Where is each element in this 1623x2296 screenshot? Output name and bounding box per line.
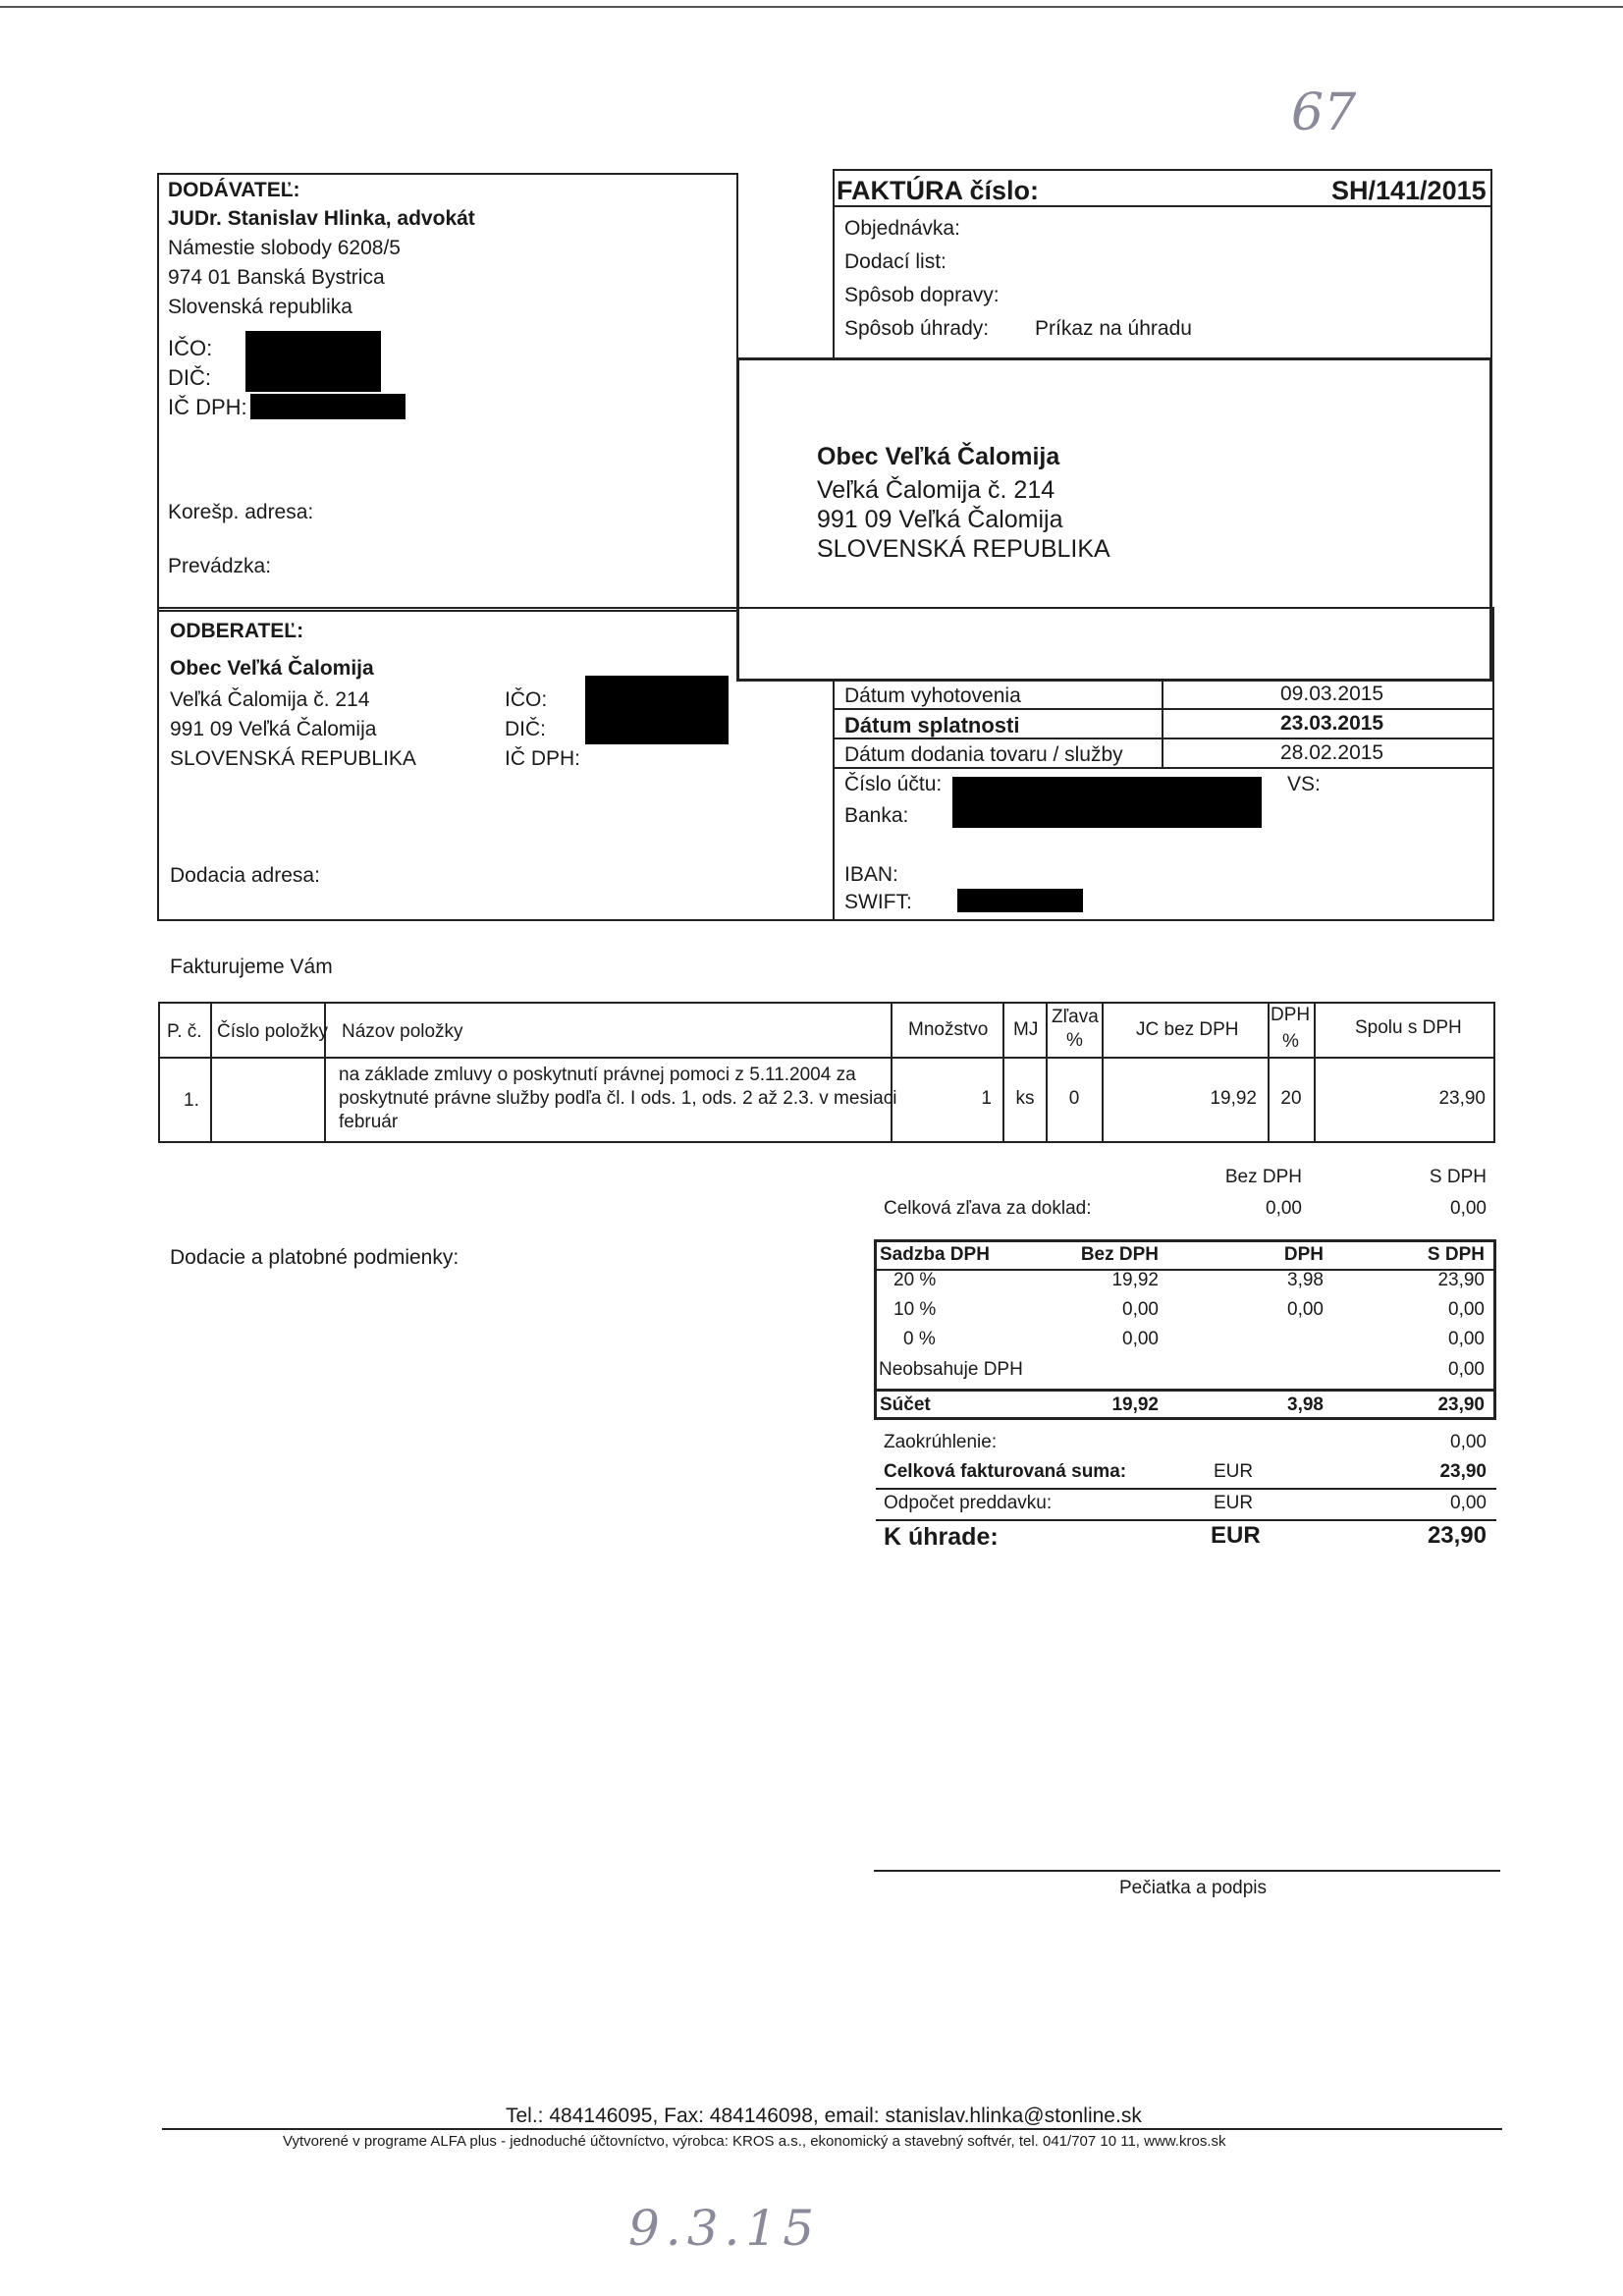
vat-row-10-rate: 10 % <box>893 1299 937 1320</box>
pay-label: K úhrade: <box>884 1523 999 1551</box>
supplier-country: Slovenská republika <box>168 296 352 318</box>
customer-dic-label: DIČ: <box>505 718 546 740</box>
customer-heading: ODBERATEĽ: <box>170 620 304 642</box>
supplier-prevadzka-label: Prevádzka: <box>168 555 272 577</box>
customer-line3: SLOVENSKÁ REPUBLIKA <box>170 747 416 770</box>
vat-row-exempt-total: 0,00 <box>1448 1359 1485 1380</box>
rounding-value: 0,00 <box>1450 1432 1487 1452</box>
redacted-customer-ids <box>585 676 729 744</box>
col-header-unit: MJ <box>1013 1019 1039 1040</box>
customer-line2: 991 09 Veľká Čalomija <box>170 718 377 740</box>
supplier-ico-label: IČO: <box>168 336 213 360</box>
items-col-1 <box>210 1002 212 1143</box>
invoice-intro: Fakturujeme Vám <box>170 956 333 978</box>
advance-value: 0,00 <box>1450 1493 1487 1513</box>
col-header-vat: DPH <box>1271 1005 1311 1025</box>
invoiced-label: Celková fakturovaná suma: <box>884 1461 1127 1482</box>
discount-bez-dph-header: Bez DPH <box>1224 1167 1302 1187</box>
advance-label: Odpočet preddavku: <box>884 1493 1053 1513</box>
account-label: Číslo účtu: <box>844 773 943 795</box>
due-date-label: Dátum splatnosti <box>844 713 1020 738</box>
customer-icdph-label: IČ DPH: <box>505 747 581 770</box>
customer-line1: Veľká Čalomija č. 214 <box>170 688 370 711</box>
payment-value: Príkaz na úhradu <box>1035 317 1192 340</box>
items-col-6 <box>1102 1002 1104 1143</box>
issue-date-label: Dátum vyhotovenia <box>844 684 1021 707</box>
pay-value: 23,90 <box>1427 1522 1487 1549</box>
items-col-8 <box>1314 1002 1316 1143</box>
handwritten-page-number: 67 <box>1291 83 1357 142</box>
col-header-discount-pct: % <box>1066 1030 1083 1051</box>
items-col-7 <box>1268 1002 1270 1143</box>
vat-row-20-rate: 20 % <box>893 1270 937 1290</box>
supplier-city: 974 01 Banská Bystrica <box>168 266 385 289</box>
iban-label: IBAN: <box>844 863 898 886</box>
items-header-line <box>158 1057 1495 1059</box>
vat-header-total: S DPH <box>1427 1244 1485 1265</box>
items-col-3 <box>891 1002 893 1143</box>
invoiced-currency: EUR <box>1214 1461 1254 1482</box>
supplier-heading: DODÁVATEĽ: <box>168 179 300 201</box>
item-vat: 20 <box>1280 1088 1302 1109</box>
supply-date-value: 28.02.2015 <box>1280 741 1384 764</box>
redacted-swift <box>957 889 1083 912</box>
swift-label: SWIFT: <box>844 891 912 913</box>
item-qty: 1 <box>981 1088 992 1109</box>
dates-mid-border <box>1162 680 1163 768</box>
issue-date-value: 09.03.2015 <box>1280 683 1384 705</box>
col-header-pc: P. č. <box>167 1021 202 1042</box>
delivery-note-label: Dodací list: <box>844 250 947 273</box>
vat-sum-label: Súčet <box>880 1394 931 1415</box>
vat-header-rate: Sadzba DPH <box>880 1244 990 1265</box>
payment-label: Spôsob úhrady: <box>844 317 990 340</box>
invoice-title: FAKTÚRA číslo: <box>837 176 1040 205</box>
vat-sum-base: 19,92 <box>1111 1394 1159 1415</box>
col-header-discount: Zľava <box>1052 1007 1099 1027</box>
recipient-line2: 991 09 Veľká Čalomija <box>817 506 1063 533</box>
vat-sum-total: 23,90 <box>1437 1394 1485 1415</box>
item-discount: 0 <box>1068 1088 1080 1109</box>
discount-label: Celková zľava za doklad: <box>884 1198 1092 1219</box>
handwritten-date: 9.3.15 <box>628 2200 821 2257</box>
vat-row-20-vat: 3,98 <box>1287 1270 1324 1290</box>
item-pc: 1. <box>184 1090 199 1111</box>
vat-col-line <box>982 1269 984 1271</box>
transport-label: Spôsob dopravy: <box>844 284 1000 306</box>
vat-row-0-base: 0,00 <box>1122 1329 1159 1349</box>
supplier-koresp-label: Korešp. adresa: <box>168 501 314 523</box>
customer-name: Obec Veľká Čalomija <box>170 657 374 680</box>
discount-s-dph-header: S DPH <box>1429 1167 1487 1187</box>
supplier-street: Námestie slobody 6208/5 <box>168 237 401 259</box>
recipient-line3: SLOVENSKÁ REPUBLIKA <box>817 535 1110 563</box>
col-header-total: Spolu s DPH <box>1355 1017 1462 1038</box>
order-label: Objednávka: <box>844 217 960 240</box>
discount-bez-dph-value: 0,00 <box>1266 1198 1302 1219</box>
dates-left-border <box>833 680 835 921</box>
vat-header-base: Bez DPH <box>1080 1244 1159 1265</box>
vat-sum-vat: 3,98 <box>1287 1394 1324 1415</box>
terms-label: Dodacie a platobné podmienky: <box>170 1246 460 1269</box>
advance-currency: EUR <box>1214 1493 1254 1513</box>
signature-label: Pečiatka a podpis <box>1119 1878 1267 1898</box>
discount-s-dph-value: 0,00 <box>1450 1198 1487 1219</box>
customer-ico-label: IČO: <box>505 688 548 711</box>
redacted-account <box>952 777 1262 828</box>
vat-row-10-vat: 0,00 <box>1287 1299 1324 1320</box>
supplier-icdph-label: IČ DPH: <box>168 395 247 419</box>
top-edge-line <box>0 6 1623 8</box>
vat-row-20-base: 19,92 <box>1111 1270 1159 1290</box>
supplier-dic-label: DIČ: <box>168 365 211 390</box>
vat-row-10-base: 0,00 <box>1122 1299 1159 1320</box>
item-name-line1: na základe zmluvy o poskytnutí právnej pomoci z 5.11.2004 za <box>339 1065 856 1085</box>
vat-row-0-rate: 0 % <box>903 1329 936 1349</box>
col-header-code: Číslo položky <box>217 1021 328 1042</box>
vat-row-exempt-rate: Neobsahuje DPH <box>879 1359 1023 1380</box>
due-date-value: 23.03.2015 <box>1280 712 1384 735</box>
items-col-5 <box>1046 1002 1048 1143</box>
footer-contact: Tel.: 484146095, Fax: 484146098, email: stanislav.hlinka@stonline.sk <box>506 2105 1142 2127</box>
footer-software: Vytvorené v programe ALFA plus - jednoduché účtovníctvo, výrobca: KROS a.s., ekonomický a stavebný softvér, tel. 041/707 10 11, www.kros.sk <box>283 2133 1226 2150</box>
signature-line <box>874 1870 1500 1872</box>
vs-label: VS: <box>1287 773 1321 795</box>
supplier-name: JUDr. Stanislav Hlinka, advokát <box>168 207 475 230</box>
item-unit: ks <box>1015 1088 1035 1109</box>
bank-label: Banka: <box>844 804 909 827</box>
advance-underline <box>876 1519 1496 1521</box>
col-header-vat-pct: % <box>1282 1031 1299 1052</box>
redacted-supplier-ico-dic <box>245 331 381 392</box>
col-header-qty: Množstvo <box>908 1019 989 1040</box>
item-name-line3: február <box>339 1112 399 1132</box>
supply-date-label: Dátum dodania tovaru / služby <box>844 743 1123 766</box>
recipient-line1: Veľká Čalomija č. 214 <box>817 476 1055 504</box>
vat-header-vat: DPH <box>1283 1244 1324 1265</box>
delivery-address-label: Dodacia adresa: <box>170 864 320 887</box>
invoiced-underline <box>876 1488 1496 1490</box>
vat-row-10-total: 0,00 <box>1448 1299 1485 1320</box>
vat-sum-line <box>874 1389 1496 1392</box>
item-name-line2: poskytnuté právne služby podľa čl. I ods. 1, ods. 2 až 2.3. v mesiaci <box>339 1088 897 1109</box>
col-header-unit-price: JC bez DPH <box>1136 1019 1239 1040</box>
vat-row-0-total: 0,00 <box>1448 1329 1485 1349</box>
item-total: 23,90 <box>1438 1088 1486 1109</box>
col-header-name: Názov položky <box>342 1021 463 1042</box>
recipient-name: Obec Veľká Čalomija <box>817 443 1060 470</box>
footer-line <box>162 2128 1502 2130</box>
invoice-number: SH/141/2015 <box>1331 176 1487 205</box>
redacted-supplier-icdph <box>250 394 406 419</box>
rounding-label: Zaokrúhlenie: <box>884 1432 998 1452</box>
vat-row-20-total: 23,90 <box>1437 1270 1485 1290</box>
invoiced-value: 23,90 <box>1439 1461 1487 1482</box>
item-unit-price: 19,92 <box>1210 1088 1257 1109</box>
pay-currency: EUR <box>1211 1522 1261 1549</box>
items-col-4 <box>1002 1002 1004 1143</box>
